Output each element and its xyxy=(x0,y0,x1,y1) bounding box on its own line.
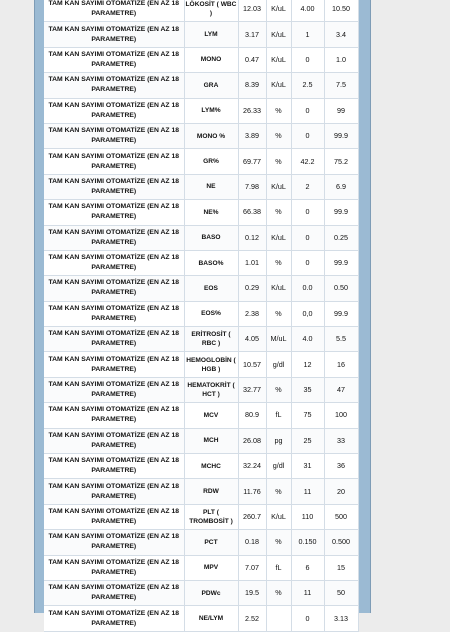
parameter-cell: RDW xyxy=(184,479,238,504)
reference-min-cell: 0.0 xyxy=(291,276,324,301)
reference-min-cell: 0 xyxy=(291,123,324,148)
test-name-cell: TAM KAN SAYIMI OTOMATİZE (EN AZ 18 PARAMETRE) xyxy=(44,352,184,377)
result-value-cell: 80.9 xyxy=(238,403,266,428)
reference-max-cell: 10.50 xyxy=(324,0,358,22)
table-row xyxy=(44,428,358,453)
unit-cell: % xyxy=(266,580,291,605)
reference-min-cell: 42.2 xyxy=(291,149,324,174)
test-name-cell: TAM KAN SAYIMI OTOMATİZE (EN AZ 18 PARAMETRE) xyxy=(44,276,184,301)
parameter-cell: MONO xyxy=(184,47,238,72)
reference-min-cell: 75 xyxy=(291,403,324,428)
test-name-cell: TAM KAN SAYIMI OTOMATİZE (EN AZ 18 PARAMETRE) xyxy=(44,73,184,98)
parameter-cell: LYM% xyxy=(184,98,238,123)
parameter-cell: HEMOGLOBİN ( HGB ) xyxy=(184,352,238,377)
reference-max-cell: 5.5 xyxy=(324,327,358,352)
unit-cell: % xyxy=(266,377,291,402)
parameter-cell: ERİTROSİT ( RBC ) xyxy=(184,327,238,352)
unit-cell: % xyxy=(266,98,291,123)
table-row xyxy=(44,47,358,72)
test-name-cell: TAM KAN SAYIMI OTOMATİZE (EN AZ 18 PARAMETRE) xyxy=(44,403,184,428)
parameter-cell: MCH xyxy=(184,428,238,453)
parameter-cell: NE/LYM xyxy=(184,606,238,631)
table-row xyxy=(44,149,358,174)
reference-max-cell: 0.50 xyxy=(324,276,358,301)
test-name-cell: TAM KAN SAYIMI OTOMATİZE (EN AZ 18 PARAMETRE) xyxy=(44,530,184,555)
unit-cell: % xyxy=(266,301,291,326)
reference-min-cell: 0 xyxy=(291,47,324,72)
test-name-cell: TAM KAN SAYIMI OTOMATİZE (EN AZ 18 PARAMETRE) xyxy=(44,327,184,352)
table-row xyxy=(44,98,358,123)
parameter-cell: LÖKOSİT ( WBC ) xyxy=(184,0,238,22)
test-name-cell: TAM KAN SAYIMI OTOMATİZE (EN AZ 18 PARAMETRE) xyxy=(44,174,184,199)
unit-cell: K/uL xyxy=(266,174,291,199)
parameter-cell: NE% xyxy=(184,200,238,225)
result-value-cell: 32.24 xyxy=(238,454,266,479)
reference-max-cell: 99.9 xyxy=(324,301,358,326)
unit-cell: g/dl xyxy=(266,454,291,479)
unit-cell: M/uL xyxy=(266,327,291,352)
result-value-cell: 8.39 xyxy=(238,73,266,98)
unit-cell: % xyxy=(266,149,291,174)
test-name-cell: TAM KAN SAYIMI OTOMATİZE (EN AZ 18 PARAMETRE) xyxy=(44,225,184,250)
reference-min-cell: 0,0 xyxy=(291,301,324,326)
reference-max-cell: 3.4 xyxy=(324,22,358,47)
result-value-cell: 32.77 xyxy=(238,377,266,402)
table-row xyxy=(44,225,358,250)
table-row xyxy=(44,0,358,22)
reference-max-cell: 1.0 xyxy=(324,47,358,72)
parameter-cell: LYM xyxy=(184,22,238,47)
result-value-cell: 11.76 xyxy=(238,479,266,504)
test-name-cell: TAM KAN SAYIMI OTOMATİZE (EN AZ 18 PARAMETRE) xyxy=(44,428,184,453)
parameter-cell: MCV xyxy=(184,403,238,428)
table-row xyxy=(44,479,358,504)
test-name-cell: TAM KAN SAYIMI OTOMATİZE (EN AZ 18 PARAMETRE) xyxy=(44,22,184,47)
reference-min-cell: 0 xyxy=(291,606,324,631)
unit-cell: K/uL xyxy=(266,276,291,301)
result-value-cell: 1.01 xyxy=(238,250,266,275)
reference-min-cell: 4.00 xyxy=(291,0,324,22)
table-row xyxy=(44,327,358,352)
test-name-cell: TAM KAN SAYIMI OTOMATİZE (EN AZ 18 PARAMETRE) xyxy=(44,301,184,326)
reference-max-cell: 20 xyxy=(324,479,358,504)
test-name-cell: TAM KAN SAYIMI OTOMATİZE (EN AZ 18 PARAMETRE) xyxy=(44,123,184,148)
reference-max-cell: 47 xyxy=(324,377,358,402)
table-row xyxy=(44,454,358,479)
reference-max-cell: 0.25 xyxy=(324,225,358,250)
result-value-cell: 0.29 xyxy=(238,276,266,301)
reference-min-cell: 35 xyxy=(291,377,324,402)
lab-results-table xyxy=(44,0,359,632)
unit-cell: K/uL xyxy=(266,0,291,22)
table-row xyxy=(44,555,358,580)
test-name-cell: TAM KAN SAYIMI OTOMATİZE (EN AZ 18 PARAMETRE) xyxy=(44,0,184,22)
reference-max-cell: 50 xyxy=(324,580,358,605)
result-value-cell: 0.47 xyxy=(238,47,266,72)
table-row xyxy=(44,123,358,148)
reference-max-cell: 6.9 xyxy=(324,174,358,199)
reference-max-cell: 500 xyxy=(324,504,358,529)
test-name-cell: TAM KAN SAYIMI OTOMATİZE (EN AZ 18 PARAMETRE) xyxy=(44,377,184,402)
parameter-cell: EOS% xyxy=(184,301,238,326)
table-row xyxy=(44,200,358,225)
unit-cell: fL xyxy=(266,555,291,580)
result-value-cell: 26.33 xyxy=(238,98,266,123)
result-value-cell: 2.52 xyxy=(238,606,266,631)
parameter-cell: MONO % xyxy=(184,123,238,148)
reference-min-cell: 6 xyxy=(291,555,324,580)
reference-max-cell: 33 xyxy=(324,428,358,453)
unit-cell: % xyxy=(266,530,291,555)
result-value-cell: 10.57 xyxy=(238,352,266,377)
table-row xyxy=(44,250,358,275)
result-value-cell: 69.77 xyxy=(238,149,266,174)
test-name-cell: TAM KAN SAYIMI OTOMATİZE (EN AZ 18 PARAMETRE) xyxy=(44,200,184,225)
result-value-cell: 3.17 xyxy=(238,22,266,47)
reference-min-cell: 0 xyxy=(291,250,324,275)
parameter-cell: MPV xyxy=(184,555,238,580)
result-value-cell: 2.38 xyxy=(238,301,266,326)
reference-max-cell: 99.9 xyxy=(324,200,358,225)
result-value-cell: 19.5 xyxy=(238,580,266,605)
test-name-cell: TAM KAN SAYIMI OTOMATİZE (EN AZ 18 PARAMETRE) xyxy=(44,149,184,174)
test-name-cell: TAM KAN SAYIMI OTOMATİZE (EN AZ 18 PARAMETRE) xyxy=(44,454,184,479)
result-value-cell: 4.05 xyxy=(238,327,266,352)
lab-results-table-body xyxy=(44,0,358,631)
unit-cell: % xyxy=(266,250,291,275)
test-name-cell: TAM KAN SAYIMI OTOMATİZE (EN AZ 18 PARAMETRE) xyxy=(44,47,184,72)
parameter-cell: MCHC xyxy=(184,454,238,479)
table-row xyxy=(44,530,358,555)
reference-max-cell: 100 xyxy=(324,403,358,428)
reference-min-cell: 12 xyxy=(291,352,324,377)
table-row xyxy=(44,73,358,98)
result-value-cell: 26.08 xyxy=(238,428,266,453)
result-value-cell: 12.03 xyxy=(238,0,266,22)
parameter-cell: PDWc xyxy=(184,580,238,605)
reference-min-cell: 2.5 xyxy=(291,73,324,98)
result-value-cell: 7.98 xyxy=(238,174,266,199)
unit-cell: pg xyxy=(266,428,291,453)
parameter-cell: BASO% xyxy=(184,250,238,275)
parameter-cell: HEMATOKRİT ( HCT ) xyxy=(184,377,238,402)
result-value-cell: 0.12 xyxy=(238,225,266,250)
reference-min-cell: 0 xyxy=(291,200,324,225)
unit-cell: K/uL xyxy=(266,22,291,47)
test-name-cell: TAM KAN SAYIMI OTOMATİZE (EN AZ 18 PARAMETRE) xyxy=(44,479,184,504)
reference-min-cell: 0 xyxy=(291,98,324,123)
result-value-cell: 66.38 xyxy=(238,200,266,225)
unit-cell: K/uL xyxy=(266,47,291,72)
parameter-cell: PLT ( TROMBOSİT ) xyxy=(184,504,238,529)
reference-max-cell: 99.9 xyxy=(324,250,358,275)
unit-cell: % xyxy=(266,479,291,504)
result-value-cell: 3.89 xyxy=(238,123,266,148)
test-name-cell: TAM KAN SAYIMI OTOMATİZE (EN AZ 18 PARAMETRE) xyxy=(44,504,184,529)
parameter-cell: PCT xyxy=(184,530,238,555)
reference-min-cell: 1 xyxy=(291,22,324,47)
reference-min-cell: 25 xyxy=(291,428,324,453)
unit-cell: % xyxy=(266,123,291,148)
unit-cell: K/uL xyxy=(266,225,291,250)
unit-cell: K/uL xyxy=(266,73,291,98)
test-name-cell: TAM KAN SAYIMI OTOMATİZE (EN AZ 18 PARAMETRE) xyxy=(44,606,184,631)
reference-max-cell: 15 xyxy=(324,555,358,580)
reference-min-cell: 11 xyxy=(291,479,324,504)
reference-max-cell: 0.500 xyxy=(324,530,358,555)
unit-cell: K/uL xyxy=(266,504,291,529)
reference-min-cell: 2 xyxy=(291,174,324,199)
table-row xyxy=(44,403,358,428)
reference-max-cell: 99 xyxy=(324,98,358,123)
result-value-cell: 260.7 xyxy=(238,504,266,529)
test-name-cell: TAM KAN SAYIMI OTOMATİZE (EN AZ 18 PARAMETRE) xyxy=(44,580,184,605)
parameter-cell: BASO xyxy=(184,225,238,250)
reference-min-cell: 11 xyxy=(291,580,324,605)
reference-max-cell: 3.13 xyxy=(324,606,358,631)
table-row xyxy=(44,606,358,631)
result-value-cell: 7.07 xyxy=(238,555,266,580)
unit-cell: % xyxy=(266,200,291,225)
reference-max-cell: 7.5 xyxy=(324,73,358,98)
table-row xyxy=(44,276,358,301)
test-name-cell: TAM KAN SAYIMI OTOMATİZE (EN AZ 18 PARAMETRE) xyxy=(44,555,184,580)
reference-min-cell: 0.150 xyxy=(291,530,324,555)
parameter-cell: GRA xyxy=(184,73,238,98)
unit-cell xyxy=(266,606,291,631)
reference-min-cell: 4.0 xyxy=(291,327,324,352)
table-row xyxy=(44,174,358,199)
test-name-cell: TAM KAN SAYIMI OTOMATİZE (EN AZ 18 PARAMETRE) xyxy=(44,98,184,123)
reference-max-cell: 36 xyxy=(324,454,358,479)
table-row xyxy=(44,352,358,377)
table-row xyxy=(44,377,358,402)
reference-min-cell: 110 xyxy=(291,504,324,529)
reference-min-cell: 31 xyxy=(291,454,324,479)
parameter-cell: GR% xyxy=(184,149,238,174)
reference-max-cell: 75.2 xyxy=(324,149,358,174)
reference-min-cell: 0 xyxy=(291,225,324,250)
result-value-cell: 0.18 xyxy=(238,530,266,555)
reference-max-cell: 99.9 xyxy=(324,123,358,148)
reference-max-cell: 16 xyxy=(324,352,358,377)
table-row xyxy=(44,301,358,326)
unit-cell: g/dl xyxy=(266,352,291,377)
unit-cell: fL xyxy=(266,403,291,428)
table-row xyxy=(44,504,358,529)
parameter-cell: NE xyxy=(184,174,238,199)
table-row xyxy=(44,580,358,605)
test-name-cell: TAM KAN SAYIMI OTOMATİZE (EN AZ 18 PARAMETRE) xyxy=(44,250,184,275)
table-row xyxy=(44,22,358,47)
parameter-cell: EOS xyxy=(184,276,238,301)
